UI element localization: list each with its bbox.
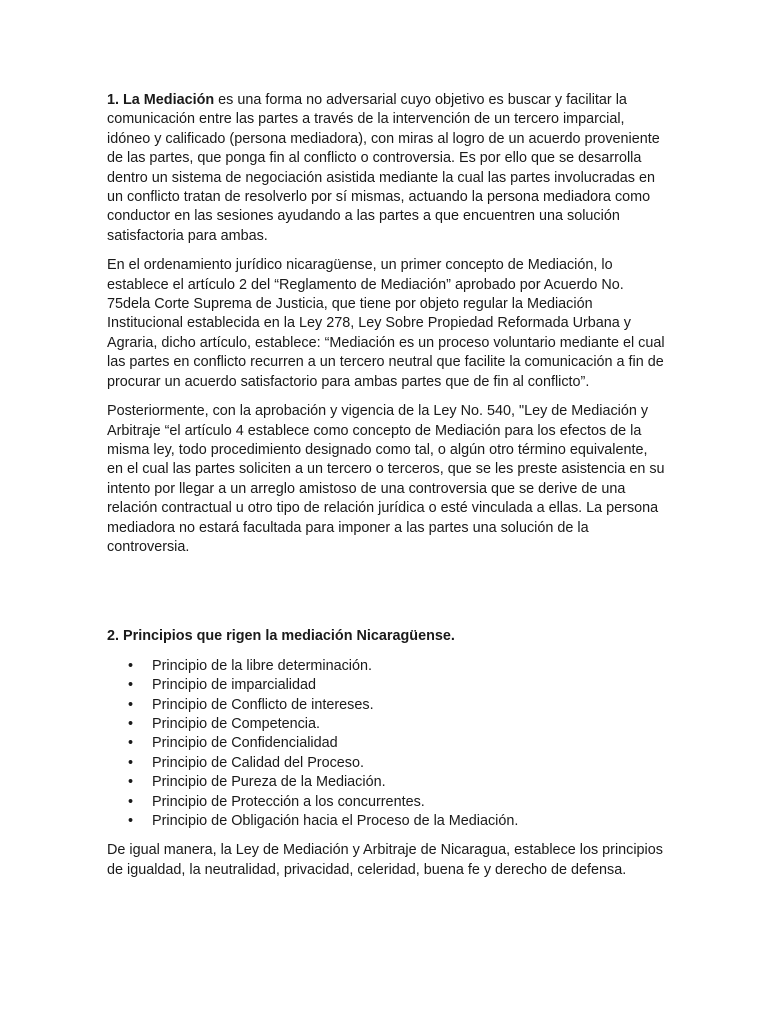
bullet-icon: • xyxy=(128,793,134,810)
bullet-icon: • xyxy=(128,774,134,791)
paragraph-definition xyxy=(107,91,667,246)
section-1-lead: 1. La Mediación xyxy=(107,92,215,108)
list-item xyxy=(107,734,667,753)
bullet-icon: • xyxy=(128,813,134,829)
list-item xyxy=(107,793,667,812)
list-item-text: Principio de Conflicto de intereses. xyxy=(152,696,374,713)
bullet-icon: • xyxy=(128,735,134,752)
principles-list xyxy=(107,657,667,832)
bullet-icon: • xyxy=(128,754,134,771)
list-item xyxy=(107,773,667,792)
list-item xyxy=(107,657,667,676)
paragraph-legal-framework: En el ordenamiento jurídico nicaragüense, un primer concepto de Mediación, lo establece el artículo 2 del “Reglamento de Mediación” aprobado por Acuerdo No. 75dela Corte Suprema de Justicia, que tiene por objeto regular la Mediación Institucional establecida en la Ley 278, Ley Sobre Propiedad Reformada Urbana y Agraria, dicho artículo, establece: “Mediación es un proceso voluntario mediante el cual las partes en conflicto recurren a un tercero neutral que facilite la comunicación a fin de procurar un acuerdo satisfactorio para ambas partes que de fin al conflicto”. xyxy=(107,257,665,390)
paragraph-definition-text: es una forma no adversarial cuyo objetivo es buscar y facilitar la comunicación entre las partes a través de la intervención de un tercero imparcial, idóneo y calificado (persona mediadora), con miras al logro de un acuerdo proveniente de las partes, que ponga fin al conflicto o controversia. Es por ello que se desarrolla dentro un sistema de negociación asistida mediante la cual las partes involucradas en un conflicto tratan de resolverlo por sí mismas, actuando la persona mediadora como conductor en las sesiones ayudando a las partes a que encuentren una solución satisfactoria para ambas. xyxy=(107,92,660,244)
list-item xyxy=(107,754,667,773)
document-page xyxy=(107,91,667,890)
list-item xyxy=(107,696,667,715)
paragraph-ley-540: Posteriormente, con la aprobación y vigencia de la Ley No. 540, "Ley de Mediación y Arbitraje “el artículo 4 establece como concepto de Mediación para los efectos de la misma ley, todo procedimiento designado como tal, o algún otro término equivalente, en el cual las partes soliciten a un tercero o terceros, que se les preste asistencia en su intento por llegar a un arreglo amistoso de una controversia que se derive de una relación contractual u otro tipo de relación jurídica o esté vinculada a ellas. La persona mediadora no estará facultada para imponer a las partes una solución de la controversia. xyxy=(107,403,665,555)
list-item xyxy=(107,812,667,831)
list-item-text: Principio de imparcialidad xyxy=(152,677,316,694)
bullet-icon: • xyxy=(128,657,134,674)
section-2-heading: 2. Principios que rigen la mediación Nicaragüense. xyxy=(107,628,455,645)
section-spacer xyxy=(107,567,667,627)
list-item xyxy=(107,676,667,695)
list-item-text: Principio de Obligación hacia el Proceso de la Mediación. xyxy=(152,813,519,829)
list-item-text: Principio de Calidad del Proceso. xyxy=(152,754,364,771)
list-item-text: Principio de Pureza de la Mediación. xyxy=(152,774,386,791)
list-item-text: Principio de Confidencialidad xyxy=(152,735,338,752)
bullet-icon: • xyxy=(128,696,134,713)
list-item-text: Principio de la libre determinación. xyxy=(152,657,372,674)
list-item-text: Principio de Competencia. xyxy=(152,715,320,732)
bullet-icon: • xyxy=(128,677,134,694)
list-item-text: Principio de Protección a los concurrentes. xyxy=(152,793,425,810)
paragraph-closing: De igual manera, la Ley de Mediación y Arbitraje de Nicaragua, establece los principios de igualdad, la neutralidad, privacidad, celeridad, buena fe y derecho de defensa. xyxy=(107,842,663,878)
list-item xyxy=(107,715,667,734)
bullet-icon: • xyxy=(128,715,134,732)
